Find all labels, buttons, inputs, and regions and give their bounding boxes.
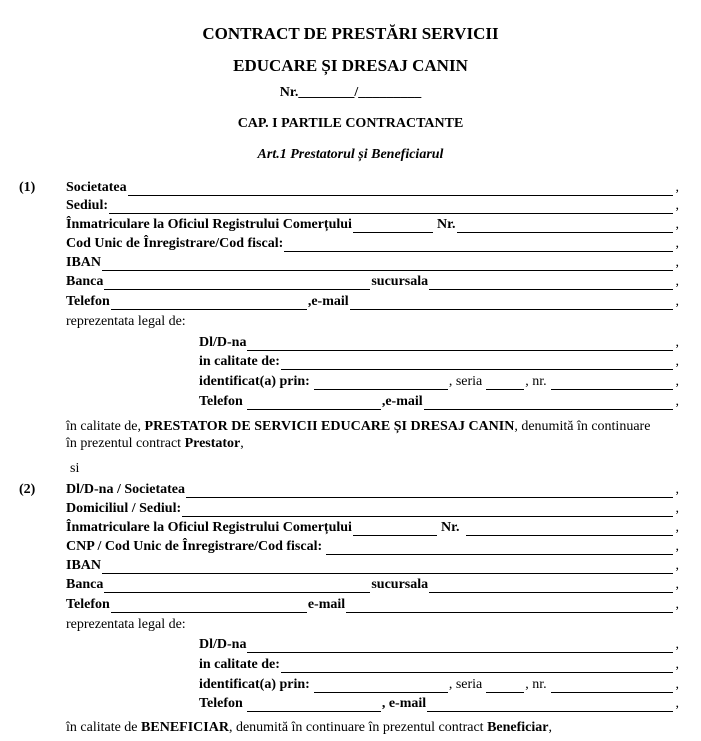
party2-phone-field[interactable] bbox=[111, 599, 307, 613]
party2-branch-label: sucursala bbox=[371, 577, 429, 592]
party1-role-line2-prefix: în prezentul contract bbox=[66, 436, 185, 451]
party2-number: (2) bbox=[19, 482, 36, 497]
party2-rep-phone-field[interactable] bbox=[247, 698, 381, 712]
party1-rep-no-field[interactable] bbox=[551, 376, 673, 390]
party2-iban-row: IBAN , bbox=[66, 558, 679, 573]
party1-rep-phone-field[interactable] bbox=[247, 396, 381, 410]
party2-company-field[interactable] bbox=[186, 484, 673, 498]
party2-cui-field[interactable] bbox=[326, 541, 672, 555]
party2-role-prefix: în calitate de bbox=[66, 720, 142, 735]
party2-email-label: e-mail bbox=[307, 597, 346, 612]
party2-registry-row: Înmatriculare la Oficiul Registrului Comerțului Nr. , bbox=[66, 520, 679, 535]
party1-represented-row bbox=[66, 312, 679, 330]
party2-rep-id-label: identificat(a) prin: bbox=[199, 677, 310, 692]
party2-rep-no-field[interactable] bbox=[551, 679, 673, 693]
party2-rep-phone-label: Telefon bbox=[199, 696, 243, 711]
party2-registry-label: Înmatriculare la Oficiul Registrului Comerțului bbox=[66, 520, 352, 535]
party1-registry-nr-field[interactable] bbox=[457, 219, 673, 233]
party1-rep-phone-row: Telefon ,e-mail , bbox=[199, 394, 679, 409]
party1-role-paragraph bbox=[66, 418, 686, 452]
party2-rep-no-label: , nr. bbox=[525, 677, 547, 692]
and-word: si bbox=[70, 461, 80, 476]
party2-seat-row: Domiciliul / Sediul: , bbox=[66, 501, 679, 516]
party1-number: (1) bbox=[19, 180, 36, 195]
party2-role-suffix: , denumită în continuare în prezentul contract bbox=[228, 720, 488, 735]
party2-rep-email-field[interactable] bbox=[427, 698, 672, 712]
party1-bank-field[interactable] bbox=[104, 276, 370, 290]
party1-rep-quality-row: in calitate de: , bbox=[199, 354, 679, 369]
party2-rep-series-label: , seria bbox=[448, 677, 483, 692]
party1-role-prefix: în calitate de, bbox=[66, 419, 145, 434]
party1-email-label: ,e-mail bbox=[307, 294, 349, 309]
party1-cui-row: Cod Unic de Înregistrare/Cod fiscal: , bbox=[66, 236, 679, 251]
party2-company-label: Dl/D-na / Societatea bbox=[66, 482, 185, 497]
party2-rep-name-field[interactable] bbox=[247, 639, 672, 653]
party2-seat-label: Domiciliul / Sediul: bbox=[66, 501, 182, 516]
party1-role-short: Prestator bbox=[184, 436, 241, 451]
party1-branch-label: sucursala bbox=[371, 274, 429, 289]
party2-registry-nr-label: Nr. bbox=[440, 520, 460, 535]
party1-seat-field[interactable] bbox=[109, 200, 672, 214]
party2-role-end: , bbox=[548, 720, 552, 735]
party1-rep-id-row: identificat(a) prin: , seria , nr. , bbox=[199, 374, 679, 389]
article-heading: Art.1 Prestatorul și Beneficiarul bbox=[257, 147, 444, 162]
party1-rep-no-label: , nr. bbox=[525, 374, 547, 389]
contract-number: Nr.________/_________ bbox=[279, 85, 422, 100]
party1-email-field[interactable] bbox=[350, 296, 673, 310]
party1-company-row: Societatea , bbox=[66, 180, 679, 195]
party1-rep-id-field[interactable] bbox=[314, 376, 448, 390]
party1-bank-row: Banca sucursala , bbox=[66, 274, 679, 289]
party2-rep-email-label: , e-mail bbox=[381, 696, 427, 711]
party1-company-label: Societatea bbox=[66, 180, 127, 195]
party2-bank-row: Banca sucursala , bbox=[66, 577, 679, 592]
party2-phone-label: Telefon bbox=[66, 597, 110, 612]
party2-rep-quality-field[interactable] bbox=[281, 659, 673, 673]
party1-role-suffix: , denumită în continuare bbox=[514, 419, 651, 434]
party1-rep-quality-field[interactable] bbox=[281, 356, 673, 370]
party2-role-paragraph bbox=[66, 719, 686, 736]
party2-role-name: BENEFICIAR bbox=[141, 720, 229, 735]
party1-iban-label: IBAN bbox=[66, 255, 102, 270]
party1-company-field[interactable] bbox=[128, 182, 673, 196]
party2-rep-quality-label: in calitate de: bbox=[199, 657, 280, 672]
party1-iban-field[interactable] bbox=[102, 257, 672, 271]
party2-iban-label: IBAN bbox=[66, 558, 102, 573]
party2-rep-quality-row: in calitate de: , bbox=[199, 657, 679, 672]
party2-seat-field[interactable] bbox=[182, 503, 672, 517]
party2-role-short: Beneficiar bbox=[487, 720, 549, 735]
party2-cui-label: CNP / Cod Unic de Înregistrare/Cod fiscal: bbox=[66, 539, 323, 554]
party1-rep-series-field[interactable] bbox=[486, 376, 524, 390]
party1-phone-field[interactable] bbox=[111, 296, 307, 310]
contract-title: CONTRACT DE PRESTĂRI SERVICII bbox=[202, 24, 499, 43]
party2-represented-row bbox=[66, 615, 679, 633]
party2-registry-nr-field[interactable] bbox=[466, 522, 673, 536]
party1-rep-name-label: Dl/D-na bbox=[199, 335, 247, 350]
party1-seat-row: Sediul: , bbox=[66, 198, 679, 213]
party1-role-name: PRESTATOR DE SERVICII EDUCARE ȘI DRESAJ CANIN bbox=[144, 419, 515, 434]
party2-iban-field[interactable] bbox=[102, 560, 672, 574]
party2-branch-field[interactable] bbox=[429, 579, 672, 593]
party1-rep-quality-label: in calitate de: bbox=[199, 354, 280, 369]
party1-branch-field[interactable] bbox=[429, 276, 672, 290]
party1-rep-series-label: , seria bbox=[448, 374, 483, 389]
party1-rep-id-label: identificat(a) prin: bbox=[199, 374, 310, 389]
party1-rep-name-row: Dl/D-na , bbox=[199, 335, 679, 350]
chapter-heading: CAP. I PARTILE CONTRACTANTE bbox=[237, 116, 464, 131]
party1-phone-label: Telefon bbox=[66, 294, 110, 309]
party2-phone-row: Telefon e-mail , bbox=[66, 597, 679, 612]
party1-role-line2-suffix: , bbox=[240, 436, 244, 451]
party2-rep-id-row: identificat(a) prin: , seria , nr. , bbox=[199, 677, 679, 692]
party2-rep-series-field[interactable] bbox=[486, 679, 524, 693]
party2-rep-name-row: Dl/D-na , bbox=[199, 637, 679, 652]
contract-subtitle: EDUCARE ȘI DRESAJ CANIN bbox=[233, 56, 468, 75]
party1-registry-nr-label: Nr. bbox=[436, 217, 456, 232]
party2-represented-label: reprezentata legal de: bbox=[66, 617, 186, 632]
party2-bank-field[interactable] bbox=[104, 579, 370, 593]
party2-cui-row: CNP / Cod Unic de Înregistrare/Cod fiscal: , bbox=[66, 539, 679, 554]
party1-cui-label: Cod Unic de Înregistrare/Cod fiscal: bbox=[66, 236, 284, 251]
party1-phone-row: Telefon ,e-mail , bbox=[66, 294, 679, 309]
party1-rep-email-label: ,e-mail bbox=[381, 394, 423, 409]
party1-seat-label: Sediul: bbox=[66, 198, 109, 213]
party2-company-row: Dl/D-na / Societatea , bbox=[66, 482, 679, 497]
party2-email-field[interactable] bbox=[346, 599, 672, 613]
party1-registry-row: Înmatriculare la Oficiul Registrului Comerțului Nr. , bbox=[66, 217, 679, 232]
party1-iban-row: IBAN , bbox=[66, 255, 679, 270]
party1-registry-field[interactable] bbox=[353, 219, 433, 233]
party1-bank-label: Banca bbox=[66, 274, 104, 289]
party1-rep-email-field[interactable] bbox=[424, 396, 673, 410]
party1-cui-field[interactable] bbox=[284, 238, 672, 252]
party1-represented-label: reprezentata legal de: bbox=[66, 314, 186, 329]
party1-rep-name-field[interactable] bbox=[247, 337, 672, 351]
party2-bank-label: Banca bbox=[66, 577, 104, 592]
party2-rep-name-label: Dl/D-na bbox=[199, 637, 247, 652]
party2-rep-id-field[interactable] bbox=[314, 679, 448, 693]
party2-registry-field[interactable] bbox=[353, 522, 437, 536]
party1-registry-label: Înmatriculare la Oficiul Registrului Comerțului bbox=[66, 217, 352, 232]
party2-rep-phone-row: Telefon , e-mail , bbox=[199, 696, 679, 711]
party1-rep-phone-label: Telefon bbox=[199, 394, 243, 409]
